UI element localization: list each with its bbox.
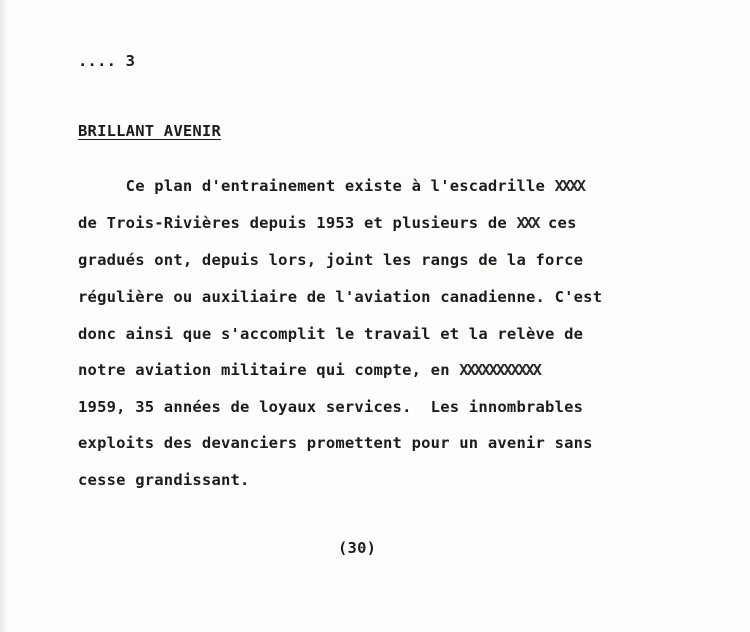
- paragraph-line: gradués ont, depuis lors, joint les rangs de la force: [78, 251, 584, 269]
- struck-out-text: XXX: [516, 214, 539, 232]
- paragraph-line: notre aviation militaire qui compte, en XXXXXXXXXXX: [78, 361, 540, 379]
- paragraph-line: de Trois-Rivières depuis 1953 et plusieurs de XXX ces: [78, 214, 577, 232]
- paragraph-line: Ce plan d'entrainement existe à l'escadrille XXXX: [78, 177, 584, 195]
- paragraph-line: exploits des devanciers promettent pour un avenir sans: [78, 434, 593, 452]
- paragraph-line: donc ainsi que s'accomplit le travail et la relève de: [78, 325, 584, 343]
- page-number: (30): [338, 539, 377, 557]
- paragraph-line: 1959, 35 années de loyaux services. Les innombrables: [78, 398, 584, 416]
- section-heading: BRILLANT AVENIR: [78, 122, 221, 140]
- scan-edge-shadow: [0, 0, 8, 632]
- paragraph-line: régulière ou auxiliaire de l'aviation canadienne. C'est: [78, 288, 603, 306]
- struck-out-text: XXXXXXXXXXX: [459, 361, 540, 379]
- continuation-marker: .... 3: [78, 52, 136, 70]
- struck-out-text: XXXX: [554, 177, 584, 195]
- paragraph-line: cesse grandissant.: [78, 471, 250, 489]
